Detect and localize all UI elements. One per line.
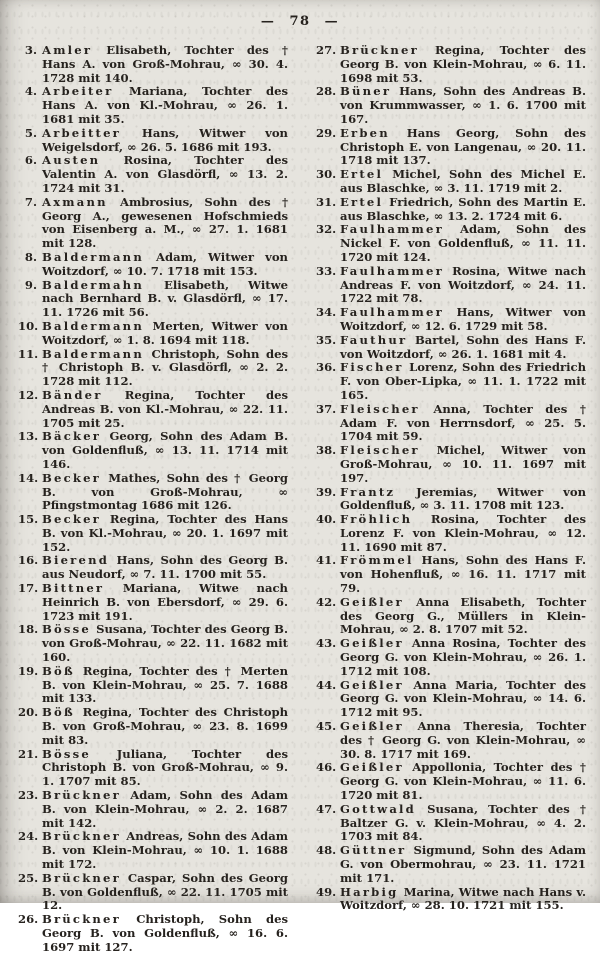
entry-surname: Fleischer bbox=[340, 443, 420, 458]
entry-number: 18. bbox=[18, 622, 39, 637]
entry-surname: Baldermann bbox=[42, 249, 144, 264]
register-entry bbox=[18, 830, 288, 871]
entry-text: Merten, Witwer von Woitzdorf, ∞ 1. 8. 1694 mit 118. bbox=[42, 318, 288, 347]
entry-text: Hans, Sohn des Andreas B. von Krummwasser, ∞ 1. 6. 1700 mit 167. bbox=[340, 84, 586, 126]
register-entry bbox=[18, 623, 288, 664]
entry-text: Adam, Sohn des Nickel F. von Goldenfluß, ∞ 11. 11. 1720 mit 124. bbox=[340, 222, 586, 264]
entry-text: Elisabeth, Witwe nach Bernhard B. v. Glasdörfl, ∞ 17. 11. 1726 mit 56. bbox=[42, 277, 288, 320]
entry-surname: Brückner bbox=[42, 912, 121, 927]
register-entry bbox=[316, 803, 586, 844]
entry-text: Marina, Witwe nach Hans v. Woitzdorf, ∞ 28. 10. 1721 mit 155. bbox=[340, 884, 586, 913]
entry-number: 31. bbox=[316, 194, 337, 209]
entry-surname: Bänder bbox=[42, 387, 103, 402]
entry-surname: Bierend bbox=[42, 553, 110, 568]
entry-surname: Faulhammer bbox=[340, 222, 444, 237]
register-entry bbox=[316, 720, 586, 761]
entry-text: Regina, Tochter des Christoph B. von Groß-Mohrau, ∞ 23. 8. 1699 mit 83. bbox=[42, 705, 288, 747]
entry-text: Juliana, Tochter des Christoph B. von Groß-Mohrau, ∞ 9. 1. 1707 mit 85. bbox=[42, 746, 288, 789]
entry-text: Appollonia, Tochter des † Georg G. von Klein-Mohrau, ∞ 11. 6. 1720 mit 81. bbox=[340, 760, 586, 803]
entry-surname: Fauthur bbox=[340, 332, 408, 347]
entry-number: 26. bbox=[18, 912, 39, 927]
entry-surname: Fröhlich bbox=[340, 512, 413, 527]
register-entry bbox=[316, 679, 586, 720]
entry-text: Regina, Tochter des Hans B. von Kl.-Mohrau, ∞ 20. 1. 1697 mit 152. bbox=[42, 512, 288, 554]
entry-number: 35. bbox=[316, 332, 337, 347]
register-entry bbox=[18, 389, 288, 430]
register-entry bbox=[18, 872, 288, 913]
entry-text: Elisabeth, Tochter des † Hans A. von Groß-Mohrau, ∞ 30. 4. 1728 mit 140. bbox=[42, 43, 288, 85]
entry-number: 5. bbox=[24, 125, 37, 140]
entry-text: Christoph, Sohn des Georg B. von Goldenfluß, ∞ 16. 6. 1697 mit 127. bbox=[42, 912, 288, 954]
entry-text: Hans Georg, Sohn des Christoph E. von Langenau, ∞ 20. 11. 1718 mit 137. bbox=[340, 125, 586, 168]
entry-surname: Frantz bbox=[340, 484, 396, 499]
entry-surname: Brückner bbox=[42, 870, 121, 885]
entry-number: 40. bbox=[316, 512, 337, 527]
entry-text: Bartel, Sohn des Hans F. von Woitzdorf, ∞ 26. 1. 1681 mit 4. bbox=[340, 332, 586, 361]
register-entry bbox=[316, 486, 586, 514]
entry-surname: Baldermann bbox=[42, 346, 144, 361]
entry-text: Regina, Tochter des Andreas B. von Kl.-Mohrau, ∞ 22. 11. 1705 mit 25. bbox=[42, 387, 288, 430]
register-entry bbox=[316, 334, 586, 362]
entry-text: Hans, Witwer von Woitzdorf, ∞ 12. 6. 1729 mit 58. bbox=[340, 305, 586, 333]
entry-text: Mathes, Sohn des † Georg B. von Groß-Mohrau, ∞ Pfingstmontag 1686 mit 126. bbox=[42, 470, 288, 513]
entry-number: 44. bbox=[316, 677, 337, 692]
entry-number: 34. bbox=[316, 305, 337, 320]
entry-number: 23. bbox=[18, 788, 39, 803]
register-entry bbox=[316, 761, 586, 802]
entry-surname: Becker bbox=[42, 470, 101, 485]
entry-number: 7. bbox=[24, 194, 37, 209]
register-entry bbox=[316, 196, 586, 224]
entry-text: Adam, Witwer von Woitzdorf, ∞ 10. 7. 1718 mit 153. bbox=[42, 249, 288, 278]
entry-text: Lorenz, Sohn des Friedrich F. von Ober-Lipka, ∞ 11. 1. 1722 mit 165. bbox=[340, 360, 586, 402]
register-entry bbox=[316, 513, 586, 554]
register-entry bbox=[18, 665, 288, 706]
entry-number: 39. bbox=[316, 484, 337, 499]
entry-text: Hans, Witwer von Weigelsdorf, ∞ 26. 5. 1686 mit 193. bbox=[42, 125, 288, 154]
entry-surname: Amler bbox=[42, 43, 93, 57]
register-entry bbox=[316, 444, 586, 485]
entry-number: 12. bbox=[18, 387, 39, 402]
register-entry bbox=[18, 44, 288, 85]
entry-surname: Geißler bbox=[340, 594, 404, 609]
register-entry bbox=[316, 361, 586, 402]
entry-text: Andreas, Sohn des Adam B. von Klein-Mohrau, ∞ 10. 1. 1688 mit 172. bbox=[42, 829, 288, 872]
entry-number: 38. bbox=[316, 443, 337, 458]
register-entry bbox=[18, 472, 288, 513]
entry-text: Caspar, Sohn des Georg B. von Goldenfluß, ∞ 22. 11. 1705 mit 12. bbox=[42, 870, 288, 913]
entry-number: 17. bbox=[18, 581, 39, 596]
register-entry bbox=[18, 154, 288, 195]
entry-surname: Böß bbox=[42, 705, 75, 720]
entry-surname: Bösse bbox=[42, 746, 91, 761]
register-entry bbox=[316, 637, 586, 678]
entry-number: 21. bbox=[18, 746, 39, 761]
register-entry bbox=[18, 513, 288, 554]
entry-surname: Ertel bbox=[340, 194, 384, 209]
entry-text: Susana, Tochter des Georg B. von Groß-Mohrau, ∞ 22. 11. 1682 mit 160. bbox=[42, 622, 288, 665]
entry-text: Christoph, Sohn des † Christoph B. v. Glasdörfl, ∞ 2. 2. 1728 mit 112. bbox=[42, 346, 288, 389]
entry-surname: Arbeitter bbox=[42, 125, 121, 140]
entry-number: 48. bbox=[316, 843, 337, 858]
entry-text: Anna Rosina, Tochter des Georg G. von Klein-Mohrau, ∞ 26. 1. 1712 mit 108. bbox=[340, 636, 586, 678]
entry-text: Jeremias, Witwer von Goldenfluß, ∞ 3. 11. 1708 mit 123. bbox=[340, 484, 586, 513]
entry-text: Anna Theresia, Tochter des † Georg G. von Klein-Mohrau, ∞ 30. 8. 1717 mit 169. bbox=[340, 719, 586, 761]
entry-number: 11. bbox=[18, 346, 39, 361]
entry-number: 3. bbox=[24, 43, 37, 57]
entry-surname: Fischer bbox=[340, 360, 404, 375]
entry-number: 33. bbox=[316, 263, 337, 278]
register-entry bbox=[18, 789, 288, 830]
entry-text: Adam, Sohn des Adam B. von Klein-Mohrau, ∞ 2. 2. 1687 mit 142. bbox=[42, 788, 288, 830]
page-number: — 78 — bbox=[260, 14, 340, 29]
entry-surname: Becker bbox=[42, 512, 101, 527]
register-entry bbox=[18, 85, 288, 126]
entry-number: 27. bbox=[316, 43, 337, 57]
entry-number: 36. bbox=[316, 360, 337, 375]
entry-surname: Frömmel bbox=[340, 553, 414, 568]
entry-surname: Erben bbox=[340, 125, 390, 140]
entry-number: 25. bbox=[18, 870, 39, 885]
register-entry bbox=[316, 265, 586, 306]
register-entry bbox=[316, 886, 586, 914]
register-entry bbox=[316, 403, 586, 444]
register-entry bbox=[316, 306, 586, 334]
register-entry bbox=[18, 320, 288, 348]
register-entry bbox=[316, 44, 586, 85]
entry-text: Mariana, Tochter des Hans A. von Kl.-Mohrau, ∞ 26. 1. 1681 mit 35. bbox=[42, 84, 288, 126]
entry-surname: Fleischer bbox=[340, 401, 420, 416]
entry-text: Rosina, Tochter des Valentin A. von Glasdörfl, ∞ 13. 2. 1724 mit 31. bbox=[42, 153, 288, 195]
entry-number: 32. bbox=[316, 222, 337, 237]
entry-number: 49. bbox=[316, 884, 337, 899]
entry-number: 29. bbox=[316, 125, 337, 140]
register-entry bbox=[18, 196, 288, 251]
register-entry bbox=[18, 279, 288, 320]
entry-surname: Böß bbox=[42, 663, 75, 678]
entry-number: 45. bbox=[316, 719, 337, 734]
register-column-left bbox=[18, 44, 288, 955]
two-column-register bbox=[0, 29, 600, 955]
entry-surname: Brückner bbox=[42, 829, 121, 844]
entry-surname: Harbig bbox=[340, 884, 399, 899]
entry-text: Rosina, Tochter des Lorenz F. von Klein-Mohrau, ∞ 12. 11. 1690 mit 87. bbox=[340, 512, 586, 554]
entry-number: 30. bbox=[316, 167, 337, 182]
entry-number: 19. bbox=[18, 663, 39, 678]
entry-number: 6. bbox=[24, 153, 37, 168]
register-entry bbox=[316, 844, 586, 885]
register-entry bbox=[18, 706, 288, 747]
entry-text: Michel, Witwer von Groß-Mohrau, ∞ 10. 11. 1697 mit 197. bbox=[340, 443, 586, 485]
register-column-right bbox=[316, 44, 586, 955]
entry-number: 13. bbox=[18, 429, 39, 444]
entry-number: 42. bbox=[316, 594, 337, 609]
entry-number: 20. bbox=[18, 705, 39, 720]
entry-text: Mariana, Witwe nach Heinrich B. von Ebersdorf, ∞ 29. 6. 1723 mit 191. bbox=[42, 581, 288, 623]
register-entry bbox=[316, 127, 586, 168]
entry-number: 46. bbox=[316, 760, 337, 775]
entry-surname: Geißler bbox=[340, 677, 404, 692]
entry-number: 9. bbox=[24, 277, 37, 292]
entry-text: Anna, Tochter des † Adam F. von Herrnsdorf, ∞ 25. 5. 1704 mit 59. bbox=[340, 401, 586, 444]
entry-number: 24. bbox=[18, 829, 39, 844]
entry-number: 4. bbox=[24, 84, 37, 99]
entry-text: Ambrosius, Sohn des † Georg A., gewesenen Hofschmieds von Eisenberg a. M., ∞ 27. 1. 1681 mit 128. bbox=[42, 194, 289, 251]
register-entry bbox=[316, 168, 586, 196]
entry-number: 43. bbox=[316, 636, 337, 651]
entry-surname: Ertel bbox=[340, 167, 384, 182]
entry-surname: Geißler bbox=[340, 719, 404, 734]
entry-number: 15. bbox=[18, 512, 39, 527]
entry-text: Friedrich, Sohn des Martin E. aus Blaschke, ∞ 13. 2. 1724 mit 6. bbox=[340, 194, 586, 223]
entry-number: 28. bbox=[316, 84, 337, 99]
entry-surname: Baldermahn bbox=[42, 277, 144, 292]
entry-text: Anna Elisabeth, Tochter des Georg G., Müllers in Klein-Mohrau, ∞ 2. 8. 1707 mit 52. bbox=[340, 594, 586, 637]
register-entry bbox=[18, 913, 288, 954]
entry-surname: Bäcker bbox=[42, 429, 102, 444]
entry-number: 8. bbox=[24, 249, 37, 264]
entry-surname: Büner bbox=[340, 84, 392, 99]
entry-number: 16. bbox=[18, 553, 39, 568]
register-entry bbox=[316, 596, 586, 637]
register-entry bbox=[18, 251, 288, 279]
entry-text: Rosina, Witwe nach Andreas F. von Woitzdorf, ∞ 24. 11. 1722 mit 78. bbox=[340, 263, 586, 306]
register-entry bbox=[316, 554, 586, 595]
entry-surname: Faulhammer bbox=[340, 305, 444, 320]
entry-surname: Brückner bbox=[340, 43, 419, 57]
entry-surname: Geißler bbox=[340, 636, 404, 651]
entry-number: 47. bbox=[316, 801, 337, 816]
entry-number: 10. bbox=[18, 318, 39, 333]
entry-text: Regina, Tochter des Georg B. von Klein-Mohrau, ∞ 6. 11. 1698 mit 53. bbox=[340, 43, 586, 85]
entry-surname: Brückner bbox=[42, 788, 121, 803]
entry-text: Michel, Sohn des Michel E. aus Blaschke, ∞ 3. 11. 1719 mit 2. bbox=[340, 167, 586, 195]
entry-text: Anna Maria, Tochter des Georg G. von Klein-Mohrau, ∞ 14. 6. 1712 mit 95. bbox=[340, 677, 587, 720]
entry-text: Regina, Tochter des † Merten B. von Klein-Mohrau, ∞ 25. 7. 1688 mit 133. bbox=[42, 663, 288, 706]
entry-surname: Austen bbox=[42, 153, 101, 168]
entry-text: Sigmund, Sohn des Adam G. von Obermohrau, ∞ 23. 11. 1721 mit 171. bbox=[340, 843, 586, 885]
register-entry bbox=[18, 554, 288, 582]
entry-surname: Geißler bbox=[340, 760, 404, 775]
entry-number: 37. bbox=[316, 401, 337, 416]
entry-surname: Gottwald bbox=[340, 801, 416, 816]
register-entry bbox=[18, 430, 288, 471]
register-entry bbox=[18, 748, 288, 789]
entry-text: Susana, Tochter des † Baltzer G. v. Klein-Mohrau, ∞ 4. 2. 1703 mit 84. bbox=[340, 801, 586, 844]
entry-surname: Bittner bbox=[42, 581, 105, 596]
register-entry bbox=[18, 127, 288, 155]
entry-surname: Bösse bbox=[42, 622, 91, 637]
register-entry bbox=[316, 85, 586, 126]
entry-number: 14. bbox=[18, 470, 39, 485]
register-entry bbox=[18, 582, 288, 623]
register-entry bbox=[18, 348, 288, 389]
entry-number: 41. bbox=[316, 553, 337, 568]
entry-surname: Baldermann bbox=[42, 318, 144, 333]
entry-text: Georg, Sohn des Adam B. von Goldenfluß, ∞ 13. 11. 1714 mit 146. bbox=[42, 429, 288, 471]
entry-surname: Faulhammer bbox=[340, 263, 444, 278]
entry-text: Hans, Sohn des Hans F. von Hohenfluß, ∞ 16. 11. 1717 mit 79. bbox=[340, 553, 586, 596]
entry-surname: Axmann bbox=[42, 194, 108, 209]
entry-surname: Güttner bbox=[340, 843, 407, 858]
register-entry bbox=[316, 223, 586, 264]
entry-surname: Arbeiter bbox=[42, 84, 114, 99]
entry-text: Hans, Sohn des Georg B. aus Neudorf, ∞ 7. 11. 1700 mit 55. bbox=[42, 553, 288, 582]
